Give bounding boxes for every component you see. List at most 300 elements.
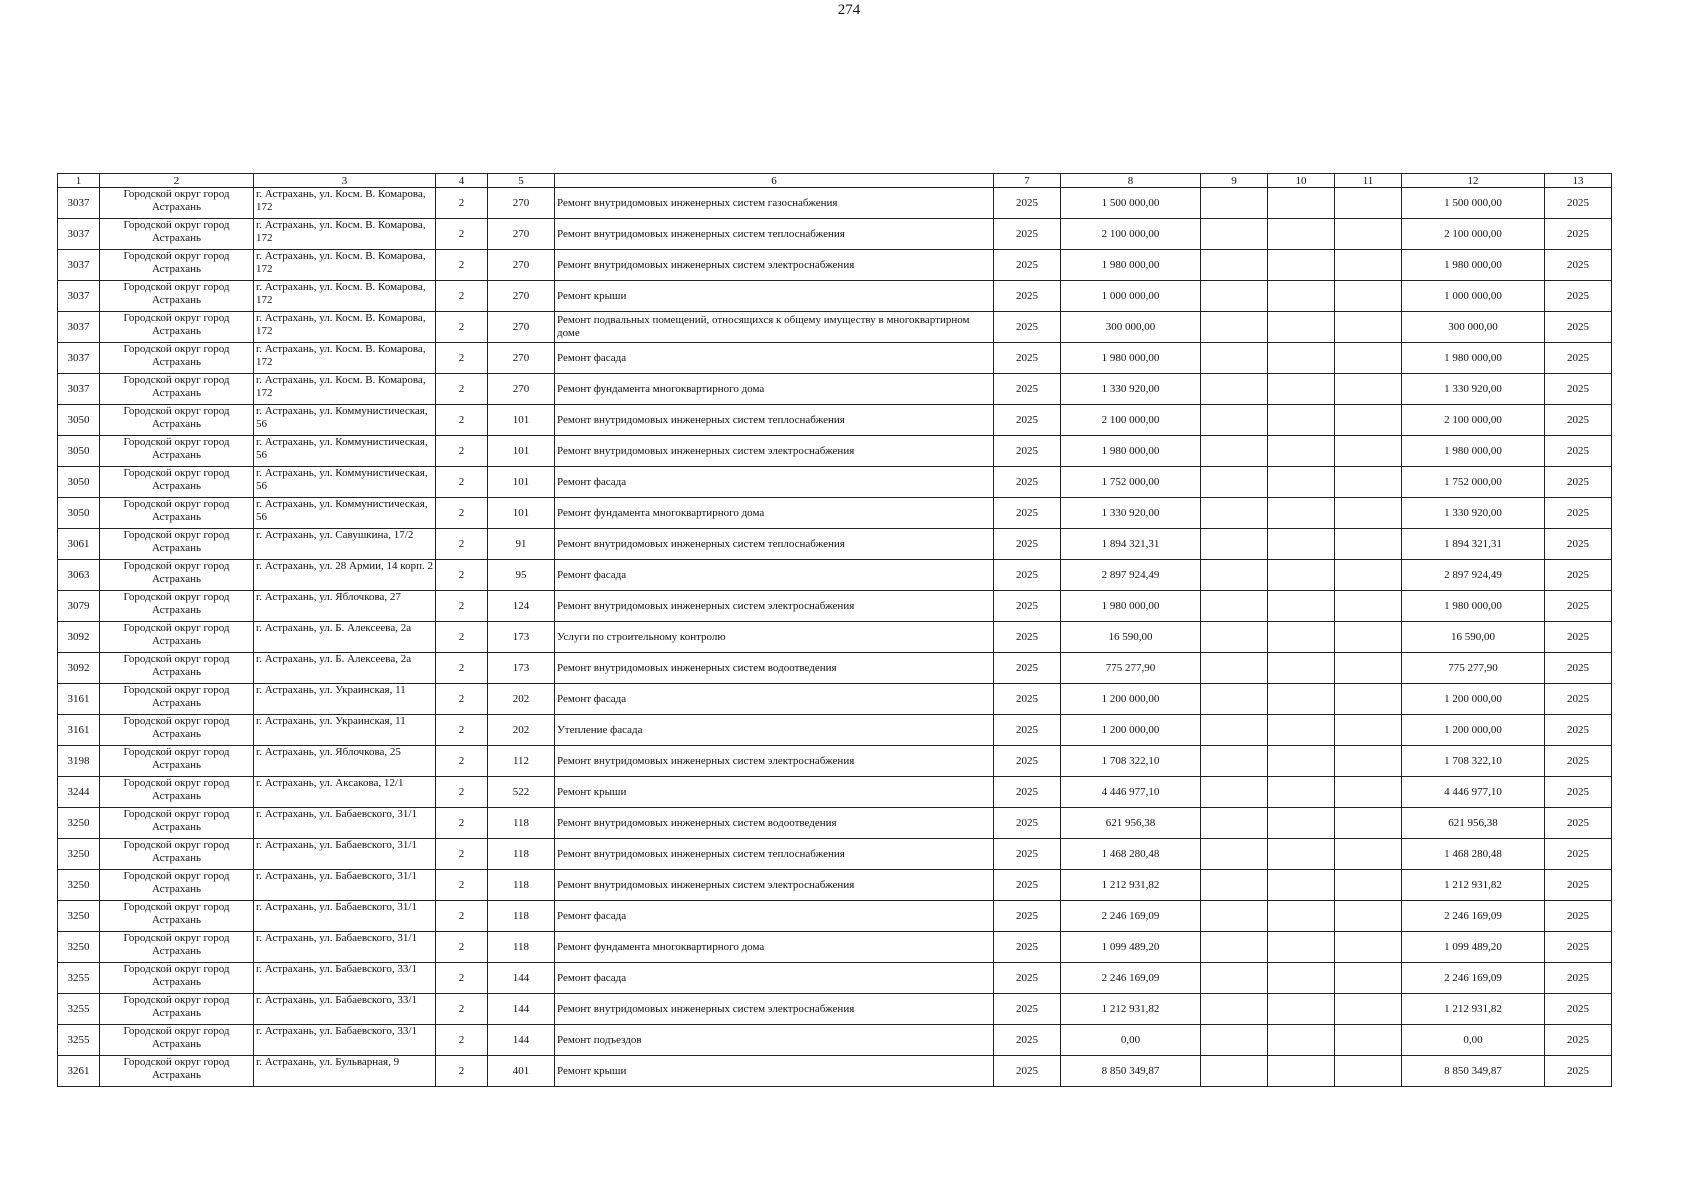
table-row [58, 715, 1612, 746]
total-cost-cell: 1 980 000,00 [1061, 436, 1201, 467]
record-number-cell: 3037 [58, 281, 100, 312]
col4-cell: 2 [436, 653, 488, 684]
municipality-cell: Городской округ город Астрахань [100, 529, 254, 560]
table-row [58, 312, 1612, 343]
record-number-cell: 3037 [58, 188, 100, 219]
work-type-cell: Ремонт фундамента многоквартирного дома [555, 932, 994, 963]
address-cell: г. Астрахань, ул. Косм. В. Комарова, 172 [254, 219, 436, 250]
col5-cell: 270 [488, 343, 555, 374]
col10-cell [1268, 684, 1335, 715]
col9-cell [1201, 684, 1268, 715]
completion-year-cell: 2025 [1545, 374, 1612, 405]
col10-cell [1268, 343, 1335, 374]
col11-cell [1335, 901, 1402, 932]
completion-year-cell: 2025 [1545, 250, 1612, 281]
col11-cell [1335, 467, 1402, 498]
capital-repair-table [57, 173, 1612, 1087]
municipality-cell: Городской округ город Астрахань [100, 374, 254, 405]
completion-year-cell: 2025 [1545, 281, 1612, 312]
record-number-cell: 3037 [58, 374, 100, 405]
col9-cell [1201, 281, 1268, 312]
year-cell: 2025 [994, 715, 1061, 746]
record-number-cell: 3161 [58, 715, 100, 746]
completion-year-cell: 2025 [1545, 746, 1612, 777]
address-cell: г. Астрахань, ул. Бабаевского, 33/1 [254, 963, 436, 994]
total-cost-cell: 1 500 000,00 [1061, 188, 1201, 219]
work-type-cell: Ремонт внутридомовых инженерных систем водоотведения [555, 808, 994, 839]
col4-cell: 2 [436, 591, 488, 622]
col5-cell: 202 [488, 715, 555, 746]
col10-cell [1268, 467, 1335, 498]
work-type-cell: Ремонт фасада [555, 560, 994, 591]
col10-cell [1268, 498, 1335, 529]
address-cell: г. Астрахань, ул. Косм. В. Комарова, 172 [254, 374, 436, 405]
total-cost-cell: 1 708 322,10 [1061, 746, 1201, 777]
col11-cell [1335, 343, 1402, 374]
col9-cell [1201, 188, 1268, 219]
municipality-cell: Городской округ город Астрахань [100, 405, 254, 436]
municipality-cell: Городской округ город Астрахань [100, 932, 254, 963]
funding-cell: 775 277,90 [1402, 653, 1545, 684]
address-cell: г. Астрахань, ул. Бабаевского, 31/1 [254, 870, 436, 901]
table-row [58, 777, 1612, 808]
col11-cell [1335, 777, 1402, 808]
col10-cell [1268, 746, 1335, 777]
col5-cell: 101 [488, 498, 555, 529]
municipality-cell: Городской округ город Астрахань [100, 250, 254, 281]
table-row [58, 250, 1612, 281]
col9-cell [1201, 374, 1268, 405]
col4-cell: 2 [436, 1056, 488, 1087]
municipality-cell: Городской округ город Астрахань [100, 870, 254, 901]
column-header: 8 [1061, 174, 1201, 188]
total-cost-cell: 775 277,90 [1061, 653, 1201, 684]
col9-cell [1201, 622, 1268, 653]
col10-cell [1268, 839, 1335, 870]
col4-cell: 2 [436, 467, 488, 498]
year-cell: 2025 [994, 436, 1061, 467]
year-cell: 2025 [994, 932, 1061, 963]
address-cell: г. Астрахань, ул. Косм. В. Комарова, 172 [254, 250, 436, 281]
funding-cell: 1 200 000,00 [1402, 684, 1545, 715]
completion-year-cell: 2025 [1545, 560, 1612, 591]
year-cell: 2025 [994, 1025, 1061, 1056]
total-cost-cell: 1 200 000,00 [1061, 715, 1201, 746]
record-number-cell: 3092 [58, 622, 100, 653]
record-number-cell: 3050 [58, 467, 100, 498]
col9-cell [1201, 436, 1268, 467]
funding-cell: 2 100 000,00 [1402, 405, 1545, 436]
funding-cell: 1 212 931,82 [1402, 870, 1545, 901]
completion-year-cell: 2025 [1545, 1056, 1612, 1087]
table-row [58, 219, 1612, 250]
col5-cell: 118 [488, 808, 555, 839]
completion-year-cell: 2025 [1545, 188, 1612, 219]
funding-cell: 1 000 000,00 [1402, 281, 1545, 312]
col4-cell: 2 [436, 436, 488, 467]
funding-cell: 2 897 924,49 [1402, 560, 1545, 591]
col11-cell [1335, 715, 1402, 746]
work-type-cell: Ремонт подвальных помещений, относящихся к общему имуществу в многоквартирном доме [555, 312, 994, 343]
work-type-cell: Ремонт внутридомовых инженерных систем электроснабжения [555, 250, 994, 281]
table-row [58, 963, 1612, 994]
record-number-cell: 3050 [58, 436, 100, 467]
address-cell: г. Астрахань, ул. Бабаевского, 31/1 [254, 839, 436, 870]
col10-cell [1268, 715, 1335, 746]
funding-cell: 621 956,38 [1402, 808, 1545, 839]
municipality-cell: Городской округ город Астрахань [100, 467, 254, 498]
col11-cell [1335, 591, 1402, 622]
funding-cell: 1 752 000,00 [1402, 467, 1545, 498]
col5-cell: 202 [488, 684, 555, 715]
record-number-cell: 3255 [58, 994, 100, 1025]
funding-cell: 2 246 169,09 [1402, 901, 1545, 932]
col4-cell: 2 [436, 405, 488, 436]
col4-cell: 2 [436, 1025, 488, 1056]
address-cell: г. Астрахань, ул. Косм. В. Комарова, 172 [254, 343, 436, 374]
municipality-cell: Городской округ город Астрахань [100, 839, 254, 870]
address-cell: г. Астрахань, ул. Коммунистическая, 56 [254, 436, 436, 467]
col4-cell: 2 [436, 715, 488, 746]
record-number-cell: 3250 [58, 901, 100, 932]
funding-cell: 8 850 349,87 [1402, 1056, 1545, 1087]
record-number-cell: 3092 [58, 653, 100, 684]
col11-cell [1335, 684, 1402, 715]
column-header: 13 [1545, 174, 1612, 188]
col10-cell [1268, 591, 1335, 622]
col11-cell [1335, 405, 1402, 436]
funding-cell: 1 980 000,00 [1402, 436, 1545, 467]
col10-cell [1268, 560, 1335, 591]
total-cost-cell: 4 446 977,10 [1061, 777, 1201, 808]
col11-cell [1335, 374, 1402, 405]
total-cost-cell: 1 468 280,48 [1061, 839, 1201, 870]
table-row [58, 436, 1612, 467]
municipality-cell: Городской округ город Астрахань [100, 498, 254, 529]
work-type-cell: Ремонт внутридомовых инженерных систем теплоснабжения [555, 839, 994, 870]
total-cost-cell: 2 897 924,49 [1061, 560, 1201, 591]
completion-year-cell: 2025 [1545, 529, 1612, 560]
col4-cell: 2 [436, 932, 488, 963]
completion-year-cell: 2025 [1545, 839, 1612, 870]
col4-cell: 2 [436, 808, 488, 839]
funding-cell: 1 980 000,00 [1402, 250, 1545, 281]
year-cell: 2025 [994, 250, 1061, 281]
work-type-cell: Ремонт внутридомовых инженерных систем электроснабжения [555, 591, 994, 622]
col11-cell [1335, 529, 1402, 560]
table-row [58, 746, 1612, 777]
col10-cell [1268, 188, 1335, 219]
year-cell: 2025 [994, 653, 1061, 684]
address-cell: г. Астрахань, ул. Аксакова, 12/1 [254, 777, 436, 808]
table-row [58, 343, 1612, 374]
total-cost-cell: 1 894 321,31 [1061, 529, 1201, 560]
work-type-cell: Ремонт фасада [555, 684, 994, 715]
municipality-cell: Городской округ город Астрахань [100, 1056, 254, 1087]
work-type-cell: Ремонт фасада [555, 963, 994, 994]
completion-year-cell: 2025 [1545, 901, 1612, 932]
municipality-cell: Городской округ город Астрахань [100, 436, 254, 467]
municipality-cell: Городской округ город Астрахань [100, 684, 254, 715]
col9-cell [1201, 250, 1268, 281]
col9-cell [1201, 467, 1268, 498]
municipality-cell: Городской округ город Астрахань [100, 963, 254, 994]
col10-cell [1268, 250, 1335, 281]
col9-cell [1201, 405, 1268, 436]
municipality-cell: Городской округ город Астрахань [100, 653, 254, 684]
column-header: 12 [1402, 174, 1545, 188]
col11-cell [1335, 1056, 1402, 1087]
col9-cell [1201, 994, 1268, 1025]
record-number-cell: 3261 [58, 1056, 100, 1087]
completion-year-cell: 2025 [1545, 653, 1612, 684]
col11-cell [1335, 250, 1402, 281]
funding-cell: 2 100 000,00 [1402, 219, 1545, 250]
table-row [58, 374, 1612, 405]
col5-cell: 270 [488, 250, 555, 281]
completion-year-cell: 2025 [1545, 436, 1612, 467]
completion-year-cell: 2025 [1545, 622, 1612, 653]
col4-cell: 2 [436, 281, 488, 312]
funding-cell: 16 590,00 [1402, 622, 1545, 653]
year-cell: 2025 [994, 219, 1061, 250]
col10-cell [1268, 622, 1335, 653]
column-header: 5 [488, 174, 555, 188]
col11-cell [1335, 1025, 1402, 1056]
year-cell: 2025 [994, 994, 1061, 1025]
funding-cell: 1 200 000,00 [1402, 715, 1545, 746]
col11-cell [1335, 994, 1402, 1025]
total-cost-cell: 2 100 000,00 [1061, 405, 1201, 436]
total-cost-cell: 16 590,00 [1061, 622, 1201, 653]
total-cost-cell: 1 099 489,20 [1061, 932, 1201, 963]
col5-cell: 118 [488, 901, 555, 932]
record-number-cell: 3255 [58, 963, 100, 994]
col9-cell [1201, 777, 1268, 808]
col10-cell [1268, 281, 1335, 312]
funding-cell: 1 894 321,31 [1402, 529, 1545, 560]
total-cost-cell: 1 212 931,82 [1061, 994, 1201, 1025]
table-row [58, 591, 1612, 622]
record-number-cell: 3250 [58, 808, 100, 839]
year-cell: 2025 [994, 343, 1061, 374]
col10-cell [1268, 529, 1335, 560]
work-type-cell: Ремонт крыши [555, 1056, 994, 1087]
col4-cell: 2 [436, 622, 488, 653]
municipality-cell: Городской округ город Астрахань [100, 622, 254, 653]
year-cell: 2025 [994, 684, 1061, 715]
municipality-cell: Городской округ город Астрахань [100, 560, 254, 591]
municipality-cell: Городской округ город Астрахань [100, 901, 254, 932]
col11-cell [1335, 932, 1402, 963]
funding-cell: 1 500 000,00 [1402, 188, 1545, 219]
col5-cell: 144 [488, 994, 555, 1025]
funding-cell: 1 980 000,00 [1402, 343, 1545, 374]
col4-cell: 2 [436, 839, 488, 870]
col4-cell: 2 [436, 994, 488, 1025]
col9-cell [1201, 312, 1268, 343]
year-cell: 2025 [994, 839, 1061, 870]
address-cell: г. Астрахань, ул. Косм. В. Комарова, 172 [254, 188, 436, 219]
col11-cell [1335, 560, 1402, 591]
col9-cell [1201, 808, 1268, 839]
address-cell: г. Астрахань, ул. Украинская, 11 [254, 715, 436, 746]
col9-cell [1201, 963, 1268, 994]
completion-year-cell: 2025 [1545, 994, 1612, 1025]
record-number-cell: 3161 [58, 684, 100, 715]
address-cell: г. Астрахань, ул. Косм. В. Комарова, 172 [254, 312, 436, 343]
total-cost-cell: 0,00 [1061, 1025, 1201, 1056]
total-cost-cell: 1 000 000,00 [1061, 281, 1201, 312]
col5-cell: 522 [488, 777, 555, 808]
col9-cell [1201, 529, 1268, 560]
completion-year-cell: 2025 [1545, 405, 1612, 436]
work-type-cell: Ремонт фундамента многоквартирного дома [555, 498, 994, 529]
municipality-cell: Городской округ город Астрахань [100, 281, 254, 312]
table-row [58, 932, 1612, 963]
year-cell: 2025 [994, 1056, 1061, 1087]
col11-cell [1335, 312, 1402, 343]
year-cell: 2025 [994, 808, 1061, 839]
record-number-cell: 3061 [58, 529, 100, 560]
col5-cell: 270 [488, 374, 555, 405]
total-cost-cell: 1 330 920,00 [1061, 498, 1201, 529]
record-number-cell: 3250 [58, 870, 100, 901]
col5-cell: 118 [488, 932, 555, 963]
col10-cell [1268, 932, 1335, 963]
col9-cell [1201, 932, 1268, 963]
address-cell: г. Астрахань, ул. Коммунистическая, 56 [254, 405, 436, 436]
col11-cell [1335, 746, 1402, 777]
col11-cell [1335, 653, 1402, 684]
address-cell: г. Астрахань, ул. Коммунистическая, 56 [254, 467, 436, 498]
col5-cell: 112 [488, 746, 555, 777]
work-type-cell: Ремонт фасада [555, 343, 994, 374]
column-header: 2 [100, 174, 254, 188]
col9-cell [1201, 591, 1268, 622]
completion-year-cell: 2025 [1545, 870, 1612, 901]
col10-cell [1268, 808, 1335, 839]
funding-cell: 1 708 322,10 [1402, 746, 1545, 777]
funding-cell: 0,00 [1402, 1025, 1545, 1056]
table-row [58, 467, 1612, 498]
table-row [58, 188, 1612, 219]
record-number-cell: 3244 [58, 777, 100, 808]
year-cell: 2025 [994, 467, 1061, 498]
address-cell: г. Астрахань, ул. Украинская, 11 [254, 684, 436, 715]
col4-cell: 2 [436, 963, 488, 994]
work-type-cell: Ремонт внутридомовых инженерных систем теплоснабжения [555, 219, 994, 250]
completion-year-cell: 2025 [1545, 219, 1612, 250]
col4-cell: 2 [436, 312, 488, 343]
record-number-cell: 3079 [58, 591, 100, 622]
address-cell: г. Астрахань, ул. Б. Алексеева, 2а [254, 622, 436, 653]
completion-year-cell: 2025 [1545, 591, 1612, 622]
col10-cell [1268, 312, 1335, 343]
col4-cell: 2 [436, 777, 488, 808]
completion-year-cell: 2025 [1545, 932, 1612, 963]
col9-cell [1201, 560, 1268, 591]
col11-cell [1335, 188, 1402, 219]
col4-cell: 2 [436, 188, 488, 219]
record-number-cell: 3037 [58, 343, 100, 374]
total-cost-cell: 621 956,38 [1061, 808, 1201, 839]
col11-cell [1335, 870, 1402, 901]
record-number-cell: 3250 [58, 839, 100, 870]
col4-cell: 2 [436, 343, 488, 374]
column-header: 6 [555, 174, 994, 188]
col5-cell: 270 [488, 188, 555, 219]
col5-cell: 118 [488, 870, 555, 901]
total-cost-cell: 1 980 000,00 [1061, 343, 1201, 374]
municipality-cell: Городской округ город Астрахань [100, 777, 254, 808]
col10-cell [1268, 870, 1335, 901]
completion-year-cell: 2025 [1545, 1025, 1612, 1056]
work-type-cell: Ремонт внутридомовых инженерных систем электроснабжения [555, 994, 994, 1025]
col4-cell: 2 [436, 498, 488, 529]
completion-year-cell: 2025 [1545, 498, 1612, 529]
total-cost-cell: 1 200 000,00 [1061, 684, 1201, 715]
table-row [58, 1056, 1612, 1087]
total-cost-cell: 2 100 000,00 [1061, 219, 1201, 250]
table-row [58, 870, 1612, 901]
address-cell: г. Астрахань, ул. Савушкина, 17/2 [254, 529, 436, 560]
table-body [58, 188, 1612, 1087]
col4-cell: 2 [436, 374, 488, 405]
municipality-cell: Городской округ город Астрахань [100, 219, 254, 250]
address-cell: г. Астрахань, ул. Б. Алексеева, 2а [254, 653, 436, 684]
completion-year-cell: 2025 [1545, 777, 1612, 808]
col5-cell: 118 [488, 839, 555, 870]
column-header: 10 [1268, 174, 1335, 188]
work-type-cell: Утепление фасада [555, 715, 994, 746]
table-row [58, 281, 1612, 312]
year-cell: 2025 [994, 777, 1061, 808]
funding-cell: 1 468 280,48 [1402, 839, 1545, 870]
record-number-cell: 3037 [58, 219, 100, 250]
col11-cell [1335, 963, 1402, 994]
column-number-row [58, 174, 1612, 188]
table-row [58, 901, 1612, 932]
col10-cell [1268, 374, 1335, 405]
work-type-cell: Ремонт фундамента многоквартирного дома [555, 374, 994, 405]
col9-cell [1201, 746, 1268, 777]
municipality-cell: Городской округ город Астрахань [100, 1025, 254, 1056]
table-row [58, 622, 1612, 653]
record-number-cell: 3255 [58, 1025, 100, 1056]
col4-cell: 2 [436, 870, 488, 901]
record-number-cell: 3037 [58, 250, 100, 281]
col4-cell: 2 [436, 901, 488, 932]
column-header: 3 [254, 174, 436, 188]
work-type-cell: Ремонт внутридомовых инженерных систем теплоснабжения [555, 529, 994, 560]
total-cost-cell: 1 980 000,00 [1061, 591, 1201, 622]
work-type-cell: Услуги по строительному контролю [555, 622, 994, 653]
record-number-cell: 3050 [58, 405, 100, 436]
table-row [58, 808, 1612, 839]
table-row [58, 684, 1612, 715]
col10-cell [1268, 219, 1335, 250]
funding-cell: 1 330 920,00 [1402, 498, 1545, 529]
address-cell: г. Астрахань, ул. Косм. В. Комарова, 172 [254, 281, 436, 312]
col11-cell [1335, 622, 1402, 653]
work-type-cell: Ремонт внутридомовых инженерных систем теплоснабжения [555, 405, 994, 436]
total-cost-cell: 8 850 349,87 [1061, 1056, 1201, 1087]
col5-cell: 101 [488, 405, 555, 436]
year-cell: 2025 [994, 622, 1061, 653]
column-header: 9 [1201, 174, 1268, 188]
col11-cell [1335, 498, 1402, 529]
